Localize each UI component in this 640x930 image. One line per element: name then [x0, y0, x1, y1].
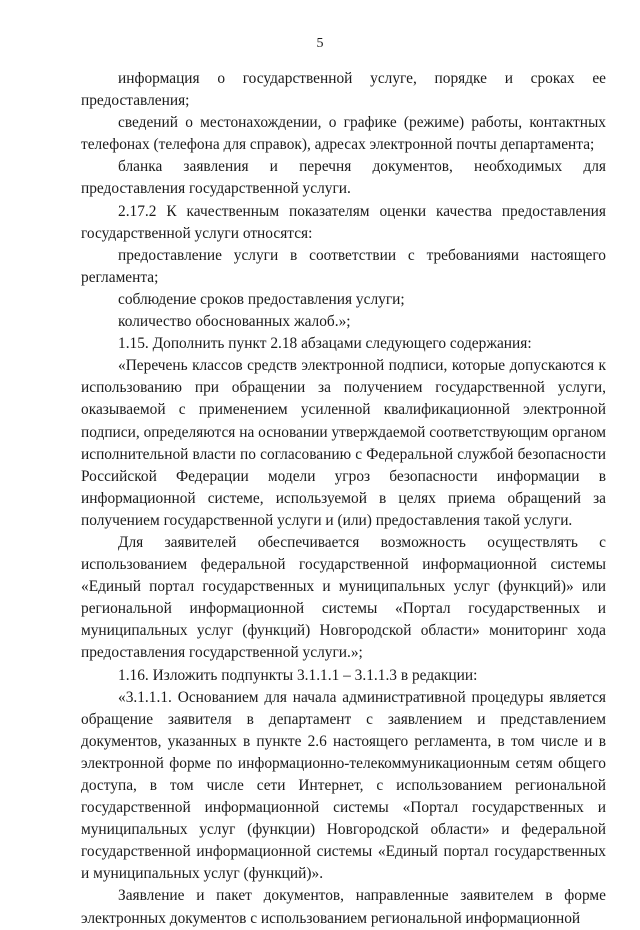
paragraph-signature-classes: «Перечень классов средств электронной подписи, которые допускаются к использованию при обращении за получением государственной услуги, оказываемой с применением усиленной квалификационной электронной подписи, определяются на основании утверждаемой соответствующим органом исполнительной власти по согласованию с Федеральной службой безопасности Российской Федерации модели угроз безопасности информации в информационной системе, используемой в целях приема обращений за получением государственной услуги и (или) предоставления такой услуги. [81, 357, 606, 529]
paragraph-complaints: количество обоснованных жалоб.»; [118, 313, 351, 331]
paragraph-1-16: 1.16. Изложить подпункты 3.1.1.1 – 3.1.1.3 в редакции: [118, 666, 478, 684]
page-number: 5 [316, 36, 324, 51]
paragraph-application-package: Заявление и пакет документов, направленные заявителем в форме электронных документов с использованием региональной информационной [81, 887, 606, 927]
paragraph-deadlines: соблюдение сроков предоставления услуги; [118, 290, 405, 308]
paragraph-application-form: бланка заявления и перечня документов, необходимых для предоставления государственной услуги. [81, 158, 606, 198]
paragraph-location-info: сведений о местонахождении, о графике (режиме) работы, контактных телефонах (телефона для справок), адресах электронной почты департамента; [81, 114, 606, 154]
paragraph-3-1-1-1: «3.1.1.1. Основанием для начала административной процедуры является обращение заявителя в департамент с заявлением и представлением документов, указанных в пункте 2.6 настоящего регламента, в том числе и в электронной форме по информационно-телекоммуникационным сетям общего доступа, в том числе сети Интернет, с использованием региональной государственной информационной системы «Портал государственных и муниципальных услуг (функции) Новгородской области» и федеральной государственной информационной системы «Единый портал государственных и муниципальных услуг (функций)». [81, 688, 606, 883]
paragraph-2-17-2: 2.17.2 К качественным показателям оценки качества предоставления государственной услуги относятся: [81, 202, 606, 242]
paragraph-1-15: 1.15. Дополнить пункт 2.18 абзацами следующего содержания: [118, 335, 532, 353]
paragraph-compliance: предоставление услуги в соответствии с требованиями настоящего регламента; [81, 246, 606, 286]
paragraph-info-about-service: информация о государственной услуге, порядке и сроках ее предоставления; [81, 70, 606, 110]
document-body [81, 68, 606, 930]
paragraph-monitoring: Для заявителей обеспечивается возможность осуществлять с использованием федеральной государственной информационной системы «Единый портал государственных и муниципальных услуг (функций)» или региональной информационной системы «Портал государственных и муниципальных услуг (функций) Новгородской области» мониторинг хода предоставления государственной услуги.»; [81, 533, 606, 662]
